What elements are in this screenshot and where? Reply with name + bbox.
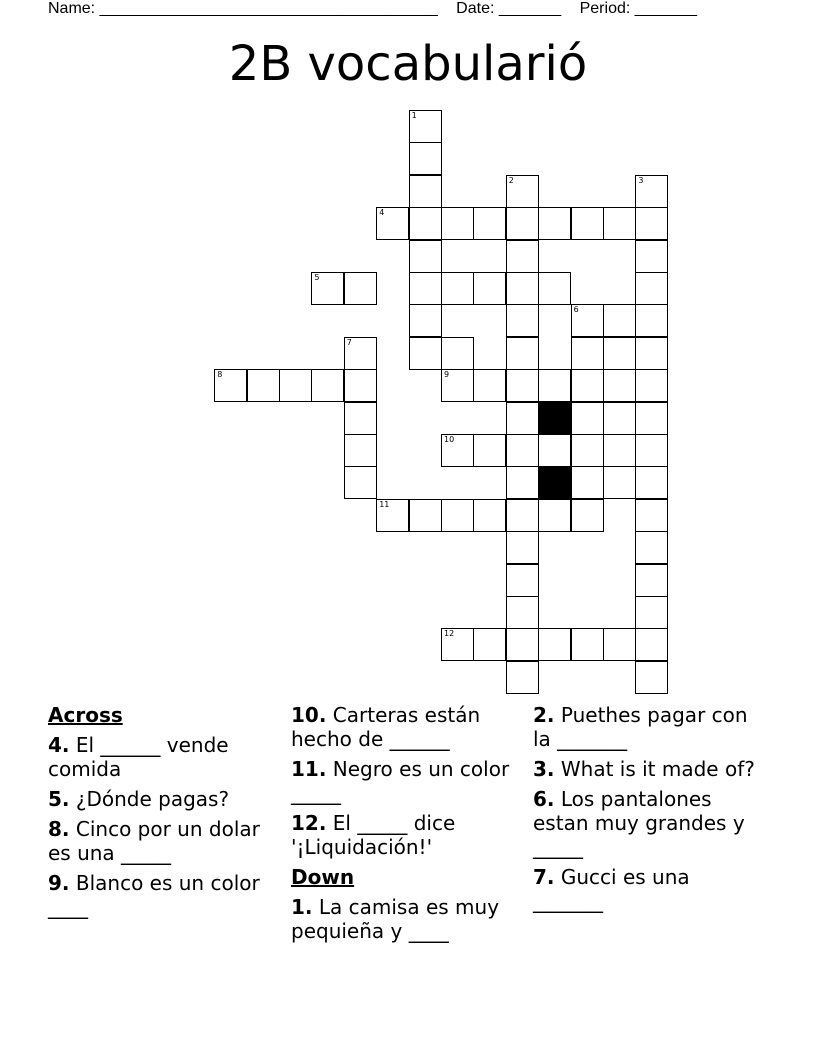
grid-cell[interactable] <box>506 402 539 435</box>
clue-down-2: 2. Puethes pagar con la _______ <box>533 703 748 751</box>
grid-cell[interactable] <box>571 434 604 467</box>
grid-cell[interactable] <box>571 369 604 402</box>
black-square <box>538 402 571 435</box>
grid-cell[interactable] <box>247 369 280 402</box>
grid-cell[interactable] <box>603 434 636 467</box>
name-field[interactable]: Name: ______________________________________ <box>48 0 438 17</box>
grid-cell[interactable] <box>441 434 474 467</box>
grid-cell[interactable] <box>635 240 668 273</box>
grid-cell[interactable] <box>506 207 539 240</box>
clue-number: 10 <box>444 435 455 444</box>
grid-cell[interactable] <box>603 207 636 240</box>
clue-column-1 <box>48 703 280 925</box>
grid-cell[interactable] <box>409 110 442 143</box>
grid-cell[interactable] <box>571 628 604 661</box>
grid-cell[interactable] <box>506 499 539 532</box>
clue-number: 1 <box>411 111 417 120</box>
grid-cell[interactable] <box>635 499 668 532</box>
grid-cell[interactable] <box>538 272 571 305</box>
clue-number: 7 <box>346 337 352 347</box>
grid-cell[interactable] <box>603 304 636 337</box>
grid-cell[interactable] <box>571 466 604 499</box>
grid-cell[interactable] <box>635 369 668 402</box>
grid-cell[interactable] <box>603 337 636 370</box>
clue-down-3: 3. What is it made of? <box>533 757 755 781</box>
clue-number: 9 <box>444 370 450 380</box>
grid-cell[interactable] <box>635 628 668 661</box>
clue-number: 5 <box>314 273 320 282</box>
black-square <box>538 466 571 499</box>
grid-cell[interactable] <box>506 531 539 564</box>
clue-down-6: 6. Los pantalones estan muy grandes y _____ <box>533 787 745 859</box>
grid-cell[interactable] <box>635 207 668 240</box>
clue-across-11: 11. Negro es un color _____ <box>291 757 510 805</box>
grid-cell[interactable] <box>376 207 409 240</box>
grid-cell[interactable] <box>571 337 604 370</box>
down-heading: Down <box>291 865 355 889</box>
grid-cell[interactable] <box>311 369 344 402</box>
grid-cell[interactable] <box>571 304 604 337</box>
grid-cell[interactable] <box>506 564 539 597</box>
grid-cell[interactable] <box>506 304 539 337</box>
clue-column-3 <box>533 703 765 919</box>
clue-number: 4 <box>379 208 385 218</box>
grid-cell[interactable] <box>409 337 442 370</box>
grid-cell[interactable] <box>635 175 668 208</box>
clue-across-9: 9. Blanco es un color ____ <box>48 871 260 919</box>
grid-cell[interactable] <box>344 402 377 435</box>
grid-cell[interactable] <box>409 304 442 337</box>
grid-cell[interactable] <box>635 434 668 467</box>
clue-across-4: 4. El ______ vende comida <box>48 733 229 781</box>
grid-cell[interactable] <box>603 402 636 435</box>
grid-cell[interactable] <box>441 499 474 532</box>
grid-cell[interactable] <box>441 207 474 240</box>
clue-column-2 <box>291 703 523 949</box>
grid-cell[interactable] <box>506 240 539 273</box>
grid-cell[interactable] <box>409 175 442 208</box>
clue-across-10: 10. Carteras están hecho de ______ <box>291 703 481 751</box>
grid-cell[interactable] <box>506 337 539 370</box>
grid-cell[interactable] <box>409 207 442 240</box>
grid-cell[interactable] <box>635 596 668 629</box>
grid-cell[interactable] <box>279 369 312 402</box>
grid-cell[interactable] <box>506 434 539 467</box>
grid-cell[interactable] <box>635 304 668 337</box>
page-title: 2B vocabularió <box>228 36 588 92</box>
grid-cell[interactable] <box>376 499 409 532</box>
clue-number: 6 <box>573 305 579 315</box>
clue-across-8: 8. Cinco por un dolar es una _____ <box>48 817 260 865</box>
grid-cell[interactable] <box>441 337 474 370</box>
grid-cell[interactable] <box>506 661 539 694</box>
grid-cell[interactable] <box>473 628 506 661</box>
grid-cell[interactable] <box>409 240 442 273</box>
grid-cell[interactable] <box>635 661 668 694</box>
clue-down-1: 1. La camisa es muy pequieña y ____ <box>291 895 500 943</box>
clue-number: 11 <box>379 499 390 509</box>
grid-cell[interactable] <box>635 272 668 305</box>
grid-cell[interactable] <box>571 499 604 532</box>
grid-cell[interactable] <box>603 369 636 402</box>
grid-cell[interactable] <box>409 142 442 175</box>
grid-cell[interactable] <box>441 369 474 402</box>
grid-cell[interactable] <box>506 466 539 499</box>
grid-cell[interactable] <box>473 207 506 240</box>
clue-number: 8 <box>217 370 223 380</box>
date-field[interactable]: Date: _______ <box>456 0 562 17</box>
grid-cell[interactable] <box>473 499 506 532</box>
grid-cell[interactable] <box>473 369 506 402</box>
grid-cell[interactable] <box>538 369 571 402</box>
grid-cell[interactable] <box>473 434 506 467</box>
grid-cell[interactable] <box>635 337 668 370</box>
clue-number: 3 <box>638 175 644 185</box>
grid-cell[interactable] <box>506 175 539 208</box>
grid-cell[interactable] <box>538 434 571 467</box>
grid-cell[interactable] <box>635 531 668 564</box>
grid-cell[interactable] <box>603 628 636 661</box>
grid-cell[interactable] <box>214 369 247 402</box>
grid-cell[interactable] <box>571 207 604 240</box>
grid-cell[interactable] <box>441 272 474 305</box>
grid-cell[interactable] <box>538 499 571 532</box>
grid-cell[interactable] <box>635 466 668 499</box>
grid-cell[interactable] <box>441 628 474 661</box>
grid-cell[interactable] <box>344 272 377 305</box>
grid-cell[interactable] <box>409 272 442 305</box>
grid-cell[interactable] <box>635 564 668 597</box>
grid-cell[interactable] <box>538 207 571 240</box>
grid-cell[interactable] <box>571 402 604 435</box>
grid-cell[interactable] <box>506 628 539 661</box>
grid-cell[interactable] <box>344 466 377 499</box>
clue-across-5: 5. ¿Dónde pagas? <box>48 787 230 811</box>
clue-down-7: 7. Gucci es una _______ <box>533 865 690 913</box>
grid-cell[interactable] <box>506 596 539 629</box>
grid-cell[interactable] <box>344 369 377 402</box>
grid-cell[interactable] <box>344 337 377 370</box>
grid-cell[interactable] <box>344 434 377 467</box>
grid-cell[interactable] <box>506 369 539 402</box>
grid-cell[interactable] <box>506 272 539 305</box>
period-field[interactable]: Period: _______ <box>579 0 698 17</box>
grid-cell[interactable] <box>473 272 506 305</box>
across-heading: Across <box>48 703 123 727</box>
grid-cell[interactable] <box>603 466 636 499</box>
clue-across-12: 12. El _____ dice '¡Liquidación!' <box>291 811 456 859</box>
grid-cell[interactable] <box>538 628 571 661</box>
clue-number: 2 <box>508 175 514 185</box>
clue-number: 12 <box>444 629 455 639</box>
grid-cell[interactable] <box>311 272 344 305</box>
grid-cell[interactable] <box>635 402 668 435</box>
grid-cell[interactable] <box>409 499 442 532</box>
